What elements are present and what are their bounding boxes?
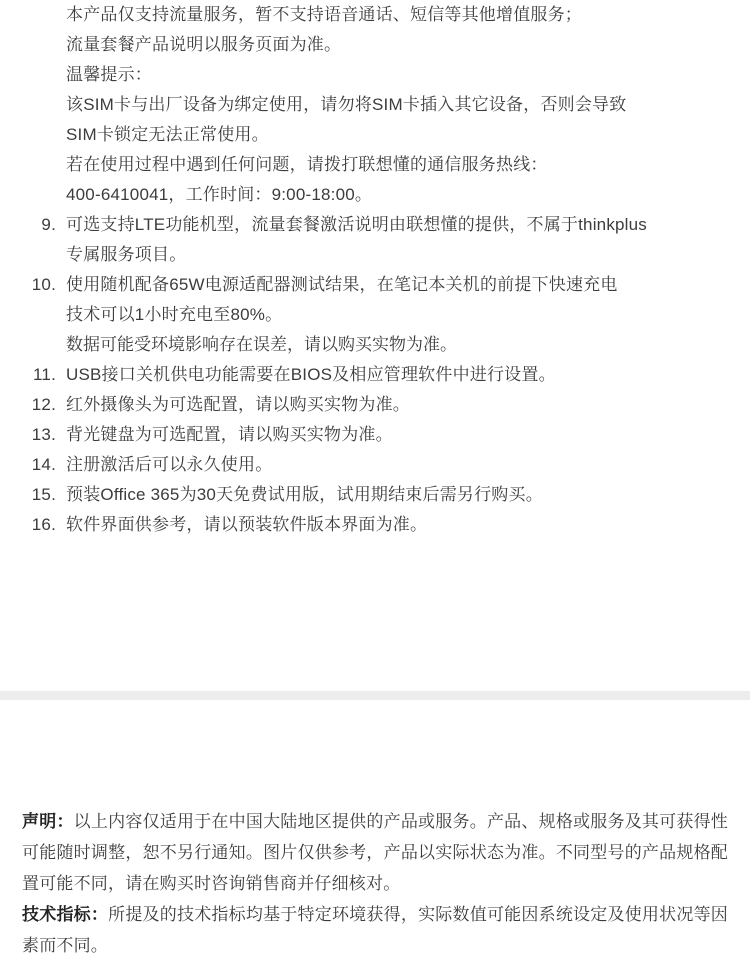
note-intro-line: 若在使用过程中遇到任何问题，请拨打联想懂的通信服务热线： (66, 155, 548, 174)
list-item-body (66, 270, 728, 330)
list-item (22, 420, 728, 450)
section-divider (0, 691, 750, 700)
list-item-number: 13. (31, 425, 56, 444)
note-intro-line: 温馨提示： (66, 65, 152, 84)
declaration-text: 以上内容仅适用于在中国大陆地区提供的产品或服务。产品、规格或服务及其可获得性可能随时调整，恕不另行通知。图片仅供参考，产品以实际状态为准。不同型号的产品规格配置可能不同，请在购买时咨询销售商并仔细核对。 (22, 812, 728, 893)
list-item-line: 红外摄像头为可选配置，请以购买实物为准。 (66, 395, 410, 414)
note-intro-line: 流量套餐产品说明以服务页面为准。 (66, 35, 342, 54)
list-item (22, 450, 728, 480)
list-item-number: 12. (31, 395, 56, 414)
list-item (22, 390, 728, 420)
spec-block (22, 899, 728, 961)
list-item-line: 软件界面供参考，请以预装软件版本界面为准。 (66, 515, 428, 534)
note-intro-line: 该SIM卡与出厂设备为绑定使用，请勿将SIM卡插入其它设备，否则会导致 (66, 95, 627, 114)
list-item-line: 技术可以1小时充电至80%。 (66, 305, 283, 324)
list-item (22, 360, 728, 390)
section-gap (0, 540, 750, 691)
list-item-line: 背光键盘为可选配置，请以购买实物为准。 (66, 425, 393, 444)
list-item-number: 14. (31, 455, 56, 474)
list-item-number: 16. (31, 515, 56, 534)
list-item-number: 9. (41, 215, 56, 234)
declaration-block (22, 806, 728, 899)
declaration-label: 声明： (22, 812, 74, 831)
list-item-body (66, 210, 728, 270)
statement-section (0, 806, 750, 961)
list-item (22, 480, 728, 510)
list-item (22, 270, 728, 330)
note-intro-line: 400-6410041，工作时间：9:00-18:00。 (66, 185, 373, 204)
spec-label: 技术指标： (22, 905, 109, 924)
list-item-line: USB接口关机供电功能需要在BIOS及相应管理软件中进行设置。 (66, 365, 556, 384)
list-item-number: 11. (33, 365, 56, 384)
list-item-line: 注册激活后可以永久使用。 (66, 455, 273, 474)
note-intro-line: 本产品仅支持流量服务，暂不支持语音通话、短信等其他增值服务； (66, 5, 582, 24)
statement-gap (0, 700, 750, 806)
list-item (22, 210, 728, 270)
list-item-subnote: 数据可能受环境影响存在误差，请以购买实物为准。 (66, 335, 457, 354)
list-item-line: 专属服务项目。 (66, 245, 187, 264)
list-item-number: 10. (31, 275, 56, 294)
list-item-line: 可选支持LTE功能机型，流量套餐激活说明由联想懂的提供，不属于thinkplus (66, 215, 648, 234)
list-item-line: 使用随机配备65W电源适配器测试结果，在笔记本关机的前提下快速充电 (66, 275, 618, 294)
list-item-line: 预装Office 365为30天免费试用版，试用期结束后需另行购买。 (66, 485, 543, 504)
note-intro-line: SIM卡锁定无法正常使用。 (66, 125, 269, 144)
list-item (22, 510, 728, 540)
list-item-number: 15. (31, 485, 56, 504)
spec-text: 所提及的技术指标均基于特定环境获得，实际数值可能因系统设定及使用状况等因素而不同。 (22, 905, 729, 955)
